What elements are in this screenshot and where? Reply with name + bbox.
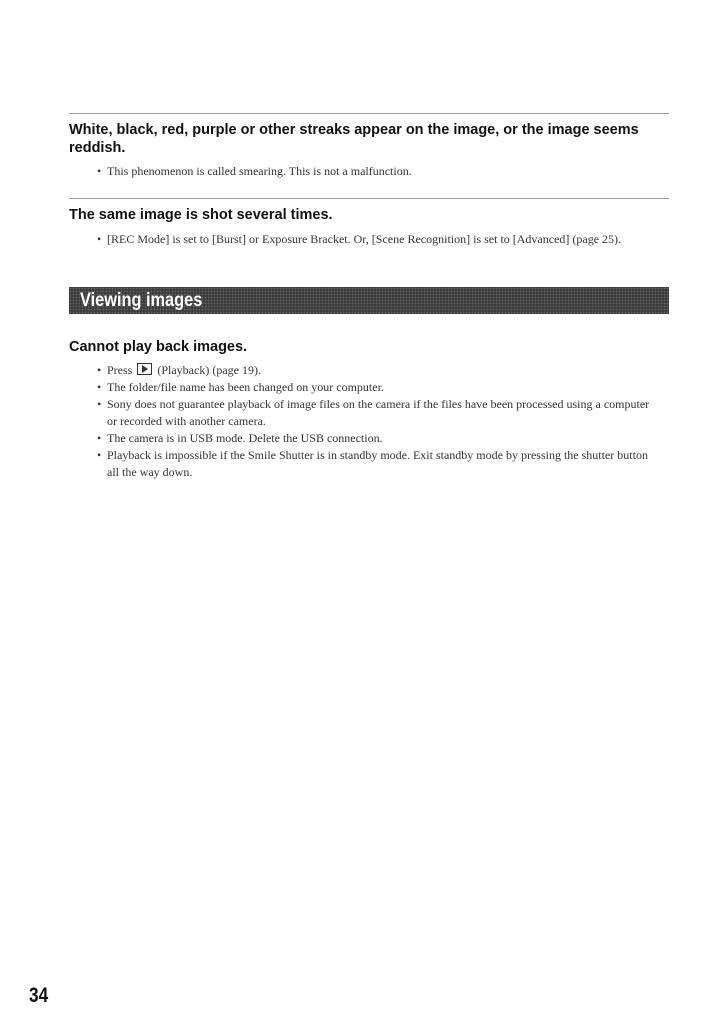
section-heading: White, black, red, purple or other streaks appear on the image, or the image seems reddish.	[69, 122, 639, 156]
bullet-list	[93, 362, 653, 481]
section-heading: The same image is shot several times.	[69, 207, 333, 223]
list-item	[93, 362, 653, 379]
press-text: Press	[107, 363, 133, 377]
list-item: • [REC Mode] is set to [Burst] or Exposure Bracket. Or, [Scene Recognition] is set to [Advanced] (page 25).	[93, 231, 653, 248]
section-divider	[69, 198, 669, 199]
list-item: • The folder/file name has been changed on your computer.	[93, 379, 653, 396]
bullet-list	[93, 231, 653, 248]
page-number: 34	[29, 984, 49, 1007]
banner-title: Viewing images	[80, 290, 203, 311]
list-item: • This phenomenon is called smearing. This is not a malfunction.	[93, 163, 653, 180]
section-banner	[69, 287, 669, 314]
list-item: • The camera is in USB mode. Delete the USB connection.	[93, 430, 653, 447]
bullet-list	[93, 163, 653, 180]
section-divider	[69, 113, 669, 114]
list-item: • Playback is impossible if the Smile Shutter is in standby mode. Exit standby mode by pressing the shutter button all the way down.	[93, 447, 653, 481]
list-item: • Sony does not guarantee playback of image files on the camera if the files have been processed using a computer or recorded with another camera.	[93, 396, 653, 430]
section-heading: Cannot play back images.	[69, 339, 248, 355]
playback-icon	[137, 363, 152, 375]
press-suffix-text: (Playback) (page 19).	[157, 363, 261, 377]
